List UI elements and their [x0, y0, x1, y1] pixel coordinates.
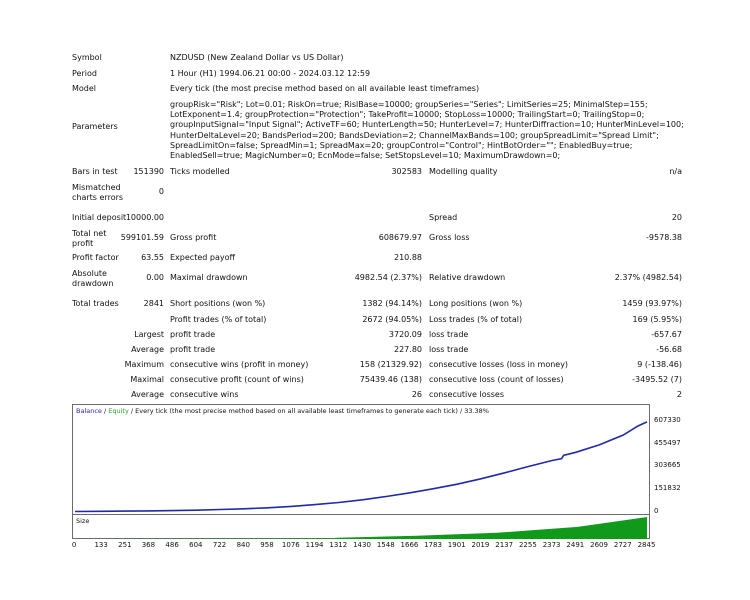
legend-balance: Balance — [76, 407, 102, 415]
largest-loss-label: loss trade — [429, 330, 469, 339]
x-tick-label: 722 — [212, 541, 227, 549]
x-tick-label: 958 — [260, 541, 274, 549]
total-net-profit-label: Total net profit — [72, 229, 107, 248]
y-tick-label: 455497 — [654, 438, 681, 447]
period-label: Period — [72, 69, 97, 78]
gross-loss-value: -9578.38 — [646, 233, 682, 242]
relative-drawdown-value: 2.37% (4982.54) — [614, 273, 682, 282]
maximal-consec-profit-label: consecutive profit (count of wins) — [170, 375, 304, 384]
average-loss-value: -56.68 — [656, 345, 682, 354]
maximal-label: Maximal — [130, 375, 164, 384]
maximal-consec-loss-label: consecutive loss (count of losses) — [429, 375, 564, 384]
gross-profit-value: 608679.97 — [378, 233, 422, 242]
profit-trades-value: 2672 (94.05%) — [362, 315, 422, 324]
x-tick-label: 1430 — [353, 541, 371, 549]
x-tick-label: 840 — [236, 541, 250, 549]
x-tick-label: 1666 — [400, 541, 419, 549]
maximal-consec-profit-value: 75439.46 (138) — [359, 375, 422, 384]
maximal-drawdown-value: 4982.54 (2.37%) — [354, 273, 422, 282]
balance-line — [75, 422, 647, 512]
total-net-profit-value: 599101.59 — [120, 233, 164, 242]
profit-trades-label: Profit trades (% of total) — [170, 315, 267, 324]
profit-factor-label: Profit factor — [72, 253, 119, 262]
long-positions-label: Long positions (won %) — [429, 299, 523, 308]
y-tick-label: 607330 — [654, 415, 681, 424]
y-tick-label: 151832 — [654, 484, 681, 493]
gross-loss-label: Gross loss — [429, 233, 470, 242]
average-loss-label: loss trade — [429, 345, 469, 354]
total-trades-label: Total trades — [72, 299, 119, 308]
symbol-value: NZDUSD (New Zealand Dollar vs US Dollar) — [170, 53, 344, 62]
relative-drawdown-label: Relative drawdown — [429, 273, 506, 282]
x-tick-label: 2609 — [590, 541, 608, 549]
legend-equity: Equity — [108, 407, 129, 415]
bars-in-test-value: 151390 — [133, 167, 164, 176]
profit-factor-value: 63.55 — [141, 253, 164, 262]
absolute-drawdown-value: 0.00 — [146, 273, 164, 282]
x-tick-label: 2137 — [495, 541, 514, 549]
largest-loss-value: -657.67 — [651, 330, 682, 339]
parameters-value: groupRisk="Risk"; Lot=0.01; RiskOn=true; RislBase=10000; groupSeries="Series"; LimitSeries=25; MinimalStep=155; LotExponent=1.4; groupProtection="Protection"; TakeProfit=10000; StopLoss=10000; TrailingStart=0; TrailingStop=0; groupInputSignal="Input Signal"; ActiveTF=60; HunterLength=50; HunterLevel=7; HunterDiffraction=10; HunterMinLevel=100; HunterDeltaLevel=20; BandsPeriod=200; BandsDeviation=2; ChannelMaxBands=100; groupSpreadLimit="Spread Limit"; SpreadLimitOn=false; SpreadMin=1; SpreadMax=20; groupControl="Control"; HintBotOrder=""; EnabledBuy=true; EnabledSell=true; MagicNumber=0; EcnMode=false; SetStopsLevel=10; MaximumDrawdown=0; — [170, 100, 684, 161]
modelling-quality-value: n/a — [669, 167, 682, 176]
initial-deposit-label: Initial deposit — [72, 213, 127, 222]
max-consec-wins-label: consecutive wins (profit in money) — [170, 360, 309, 369]
size-label: Size — [76, 517, 90, 525]
x-tick-label: 2019 — [471, 541, 490, 549]
largest-label: Largest — [134, 330, 164, 339]
balance-chart-plot — [73, 405, 651, 516]
long-positions-value: 1459 (93.97%) — [622, 299, 682, 308]
x-tick-label: 251 — [118, 541, 132, 549]
x-tick-label: 1901 — [447, 541, 466, 549]
avg-consec-wins-value: 26 — [411, 390, 422, 399]
model-value: Every tick (the most precise method based on all available least timeframes) — [170, 84, 480, 93]
x-tick-label: 2373 — [542, 541, 561, 549]
size-area — [75, 517, 647, 539]
short-positions-label: Short positions (won %) — [170, 299, 266, 308]
loss-trades-label: Loss trades (% of total) — [429, 315, 523, 324]
size-panel — [72, 514, 650, 539]
average-consec-label: Average — [131, 390, 164, 399]
largest-profit-value: 3720.09 — [388, 330, 422, 339]
average-profit-value: 227.80 — [394, 345, 422, 354]
x-tick-label: 1783 — [424, 541, 442, 549]
loss-trades-value: 169 (5.95%) — [632, 315, 682, 324]
short-positions-value: 1382 (94.14%) — [362, 299, 422, 308]
x-tick-label: 2255 — [518, 541, 537, 549]
ticks-modelled-value: 302583 — [391, 167, 422, 176]
expected-payoff-value: 210.88 — [394, 253, 422, 262]
ticks-modelled-label: Ticks modelled — [170, 167, 230, 176]
expected-payoff-label: Expected payoff — [170, 253, 235, 262]
legend-sep: / — [101, 407, 109, 415]
x-tick-label: 2491 — [566, 541, 585, 549]
bars-in-test-label: Bars in test — [72, 167, 118, 176]
x-tick-label: 604 — [189, 541, 203, 549]
maximum-label: Maximum — [124, 360, 164, 369]
mismatched-errors-value: 0 — [158, 187, 164, 196]
x-tick-label: 2845 — [637, 541, 656, 549]
symbol-label: Symbol — [72, 53, 102, 62]
period-value: 1 Hour (H1) 1994.06.21 00:00 - 2024.03.12 12:59 — [170, 69, 371, 78]
gross-profit-label: Gross profit — [170, 233, 217, 242]
chart-legend — [76, 408, 489, 415]
average-profit-label: profit trade — [170, 345, 216, 354]
max-consec-losses-label: consecutive losses (loss in money) — [429, 360, 569, 369]
spread-label: Spread — [429, 213, 458, 222]
x-tick-label: 2727 — [613, 541, 632, 549]
x-tick-label: 486 — [165, 541, 179, 549]
modelling-quality-label: Modelling quality — [429, 167, 498, 176]
max-consec-losses-value: 9 (-138.46) — [637, 360, 682, 369]
total-trades-value: 2841 — [143, 299, 164, 308]
x-tick-label: 0 — [71, 541, 77, 549]
y-tick-label: 0 — [654, 507, 659, 515]
mismatched-errors-label: Mismatched charts errors — [72, 183, 124, 202]
absolute-drawdown-label: Absolute drawdown — [72, 269, 114, 288]
max-consec-wins-value: 158 (21329.92) — [359, 360, 422, 369]
x-tick-label: 1194 — [305, 541, 324, 549]
initial-deposit-value: 10000.00 — [125, 213, 164, 222]
average-label: Average — [131, 345, 164, 354]
size-panel-plot — [73, 515, 651, 540]
maximal-drawdown-label: Maximal drawdown — [170, 273, 248, 282]
balance-chart — [72, 404, 650, 515]
x-tick-label: 1076 — [281, 541, 300, 549]
x-tick-label: 1312 — [329, 541, 348, 549]
x-tick-label: 1548 — [376, 541, 395, 549]
x-tick-label: 368 — [141, 541, 156, 549]
avg-consec-losses-label: consecutive losses — [429, 390, 505, 399]
maximal-consec-loss-value: -3495.52 (7) — [632, 375, 682, 384]
x-tick-label: 133 — [94, 541, 108, 549]
model-label: Model — [72, 84, 97, 93]
spread-value: 20 — [671, 213, 682, 222]
legend-description: / Every tick (the most precise method based on all available least timeframes to generate each tick) / 33.38% — [128, 407, 489, 415]
avg-consec-losses-value: 2 — [676, 390, 682, 399]
y-tick-label: 303665 — [654, 461, 681, 470]
avg-consec-wins-label: consecutive wins — [170, 390, 239, 399]
parameters-label: Parameters — [72, 122, 118, 131]
largest-profit-label: profit trade — [170, 330, 216, 339]
